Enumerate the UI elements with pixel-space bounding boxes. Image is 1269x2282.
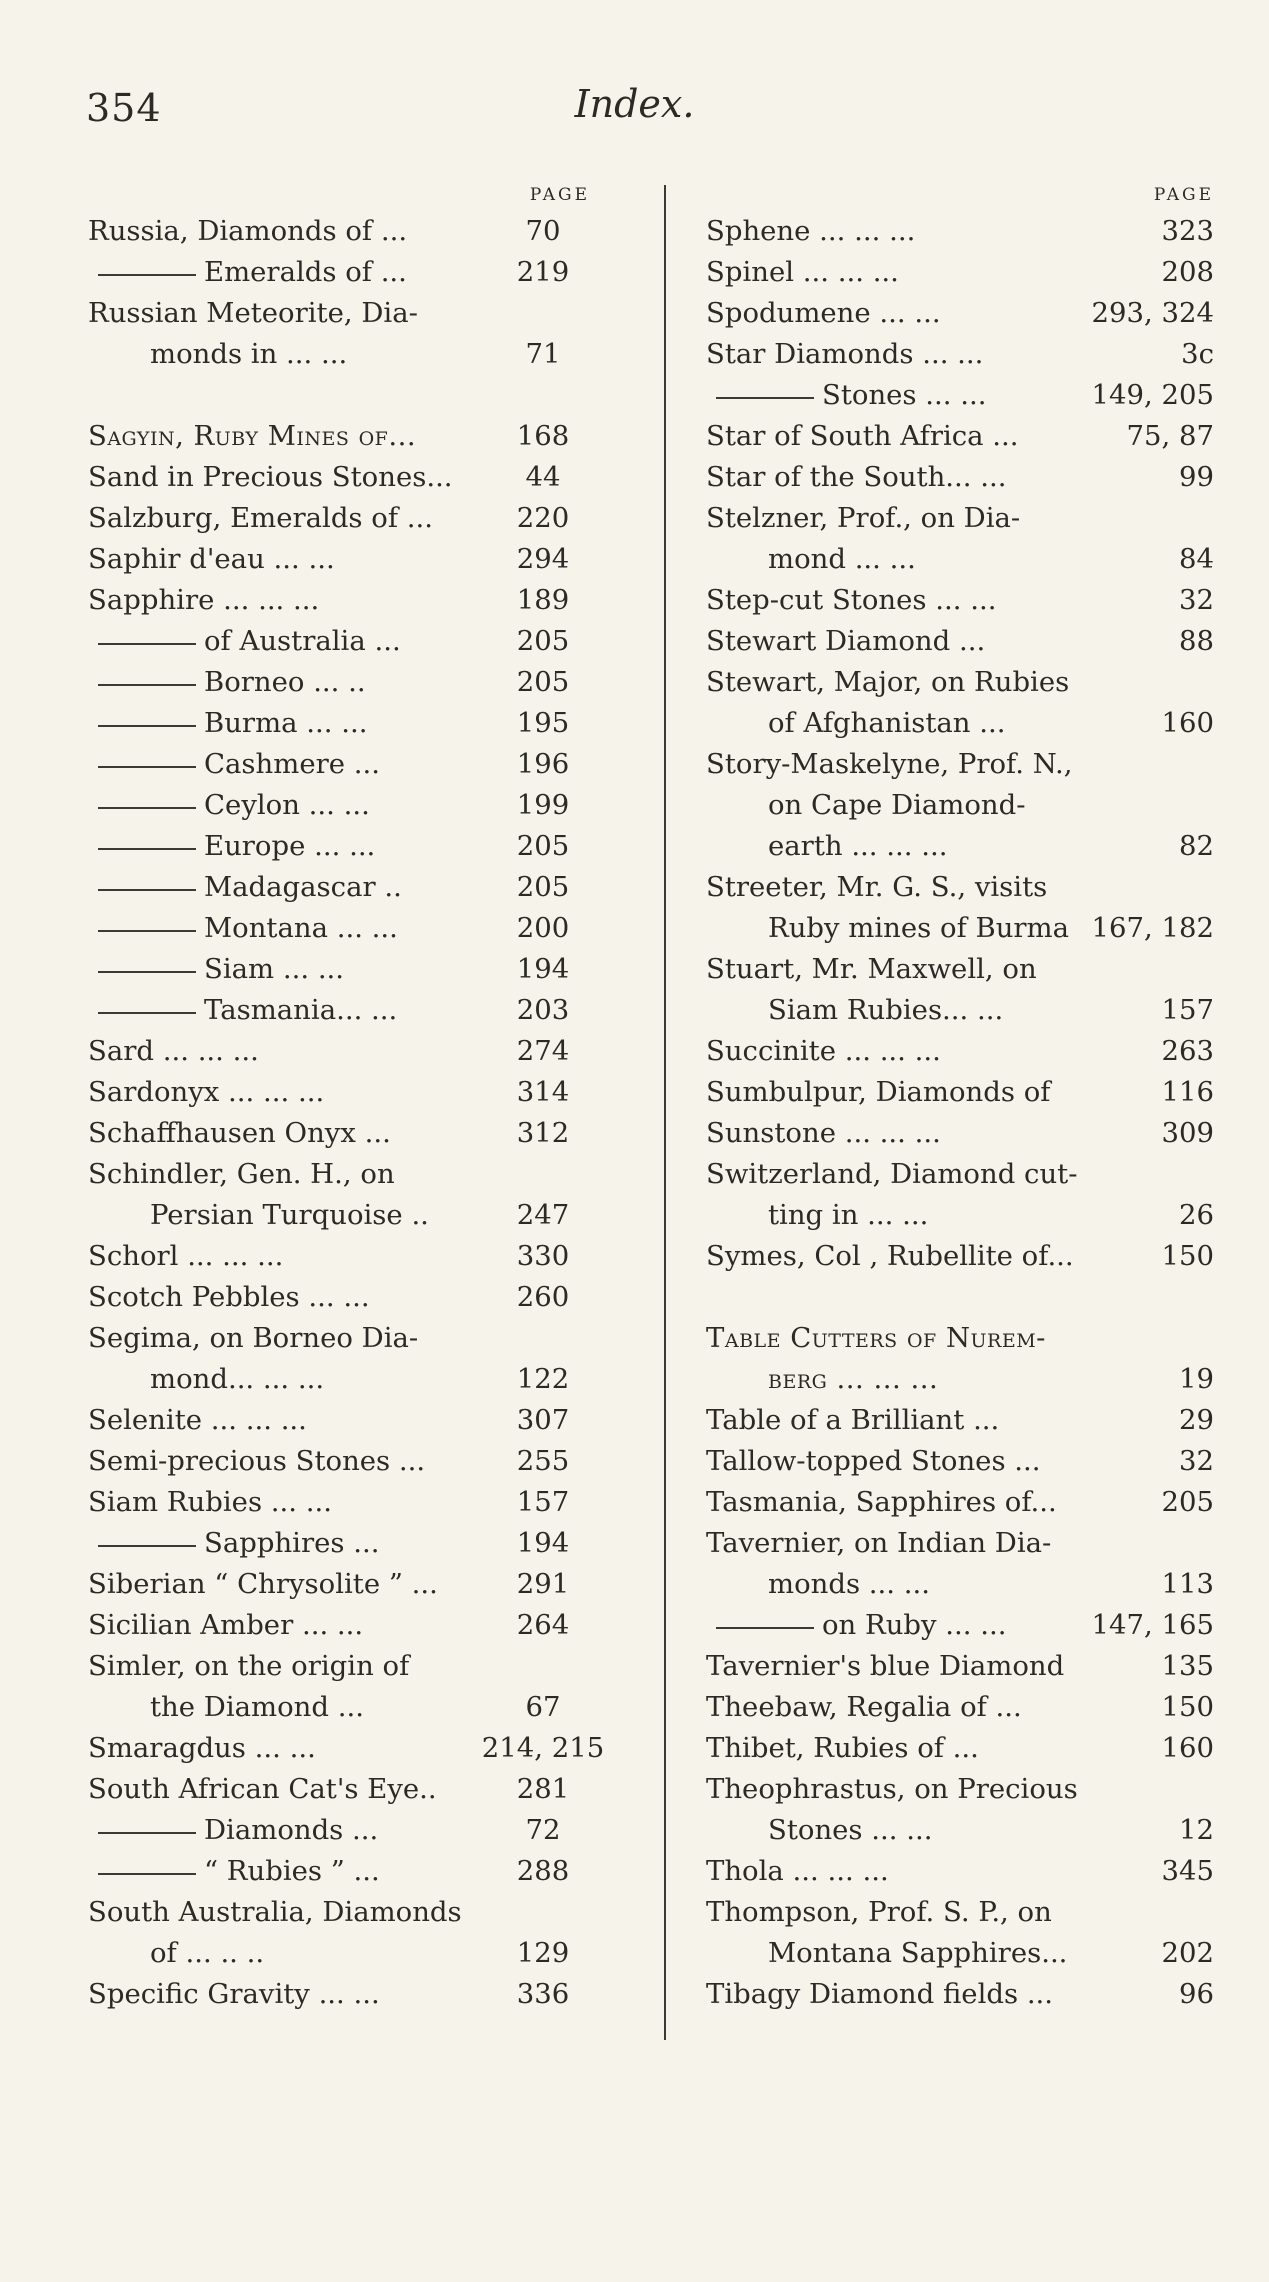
index-entry: [706, 621, 1214, 662]
entry-page: 219: [516, 256, 570, 288]
entry-text: Borneo ... ..: [204, 666, 366, 698]
entry-text: Siam ... ...: [204, 953, 345, 985]
entry-page: 263: [1161, 1035, 1214, 1067]
entry-page: 309: [1161, 1117, 1214, 1149]
entry-text: Tavernier's blue Diamond: [706, 1650, 1065, 1682]
index-entry: [88, 252, 608, 293]
index-entry: [706, 580, 1214, 621]
entry-page: 147, 165: [1091, 1609, 1214, 1641]
index-entry: [88, 867, 608, 908]
index-entry: [88, 457, 608, 498]
page-column-label: PAGE: [529, 185, 590, 205]
index-entry: [88, 1482, 608, 1523]
entry-text: Scotch Pebbles ... ...: [88, 1281, 370, 1313]
ditto-rule: [98, 766, 196, 768]
entry-text: Schaffhausen Onyx ...: [88, 1117, 391, 1149]
entry-text: Siberian “ Chrysolite ” ...: [88, 1568, 438, 1600]
index-entry: [88, 1728, 608, 1769]
index-entry: [88, 1974, 608, 2015]
index-entry: [88, 1810, 608, 1851]
index-entry: [88, 1277, 608, 1318]
entry-page: 205: [516, 871, 570, 903]
index-entry: [706, 1605, 1214, 1646]
index-entry: [706, 1482, 1214, 1523]
index-entry: [88, 703, 608, 744]
entry-text: Tavernier, on Indian Dia-: [706, 1527, 1052, 1559]
entry-page: 135: [1161, 1650, 1214, 1682]
entry-page: 274: [516, 1035, 570, 1067]
entry-text: Table Cutters of Nurem-: [706, 1322, 1046, 1354]
ditto-rule: [98, 1832, 196, 1834]
index-spacer: [706, 1277, 1214, 1318]
entry-text: Stelzner, Prof., on Dia-: [706, 502, 1021, 534]
index-entry: [88, 416, 608, 457]
entry-page: 29: [1179, 1404, 1214, 1436]
entry-text: Star Diamonds ... ...: [706, 338, 984, 370]
entry-text: Thola ... ... ...: [706, 1855, 889, 1887]
entry-page: 160: [1161, 707, 1214, 739]
index-column-left: [88, 185, 608, 2015]
entry-page: 12: [1179, 1814, 1214, 1846]
entry-page: 330: [516, 1240, 570, 1272]
entry-text: Specific Gravity ... ...: [88, 1978, 380, 2010]
entry-page: 214, 215: [481, 1732, 605, 1764]
entry-page: 205: [516, 666, 570, 698]
index-entry: [706, 1769, 1214, 1810]
entry-text: Story-Maskelyne, Prof. N.,: [706, 748, 1073, 780]
entry-page: 200: [516, 912, 570, 944]
entry-list: [88, 211, 608, 2015]
entry-text: Tasmania... ...: [204, 994, 398, 1026]
entry-page: 307: [516, 1404, 570, 1436]
ditto-rule: [98, 807, 196, 809]
entry-page: 294: [516, 543, 570, 575]
index-entry: [88, 908, 608, 949]
index-entry: [706, 1236, 1214, 1277]
index-entry: [706, 867, 1214, 908]
index-entry: [706, 416, 1214, 457]
entry-text: Table of a Brilliant ...: [706, 1404, 1000, 1436]
index-entry: [88, 1687, 608, 1728]
entry-page: 195: [516, 707, 570, 739]
index-entry: [88, 1031, 608, 1072]
entry-text: Thibet, Rubies of ...: [706, 1732, 979, 1764]
index-entry: [88, 580, 608, 621]
index-entry: [88, 1154, 608, 1195]
entry-page: 44: [525, 461, 561, 493]
entry-text: Russian Meteorite, Dia-: [88, 297, 418, 329]
entry-text: Sand in Precious Stones...: [88, 461, 453, 493]
entry-text: Burma ... ...: [204, 707, 368, 739]
entry-text: Montana Sapphires...: [768, 1937, 1068, 1969]
entry-page: 99: [1179, 461, 1214, 493]
index-entry: [706, 744, 1214, 785]
entry-text: Theebaw, Regalia of ...: [706, 1691, 1022, 1723]
entry-text: Tasmania, Sapphires of...: [706, 1486, 1057, 1518]
entry-page: 202: [1161, 1937, 1214, 1969]
entry-text: Semi-precious Stones ...: [88, 1445, 426, 1477]
index-entry: [88, 1769, 608, 1810]
entry-text: Stewart, Major, on Rubies: [706, 666, 1070, 698]
index-entry: [88, 1359, 608, 1400]
entry-page: 291: [516, 1568, 570, 1600]
entry-text: Stuart, Mr. Maxwell, on: [706, 953, 1037, 985]
ditto-rule: [98, 971, 196, 973]
entry-text: Smaragdus ... ...: [88, 1732, 316, 1764]
index-entry: [88, 990, 608, 1031]
index-entry: [88, 1400, 608, 1441]
entry-text: Simler, on the origin of: [88, 1650, 410, 1682]
entry-list: [706, 211, 1214, 2015]
entry-page: 194: [516, 1527, 570, 1559]
entry-page: 205: [516, 625, 570, 657]
index-entry: [706, 1974, 1214, 2015]
index-entry: [88, 621, 608, 662]
entry-text: the Diamond ...: [150, 1691, 364, 1723]
entry-page: 260: [516, 1281, 570, 1313]
entry-page: 255: [516, 1445, 570, 1477]
entry-text: Streeter, Mr. G. S., visits: [706, 871, 1048, 903]
entry-text: Saphir d'eau ... ...: [88, 543, 335, 575]
entry-page: 196: [516, 748, 570, 780]
entry-page: 168: [516, 420, 570, 452]
entry-page: 72: [525, 1814, 561, 1846]
index-entry: [706, 990, 1214, 1031]
index-entry: [88, 334, 608, 375]
index-entry: [88, 1851, 608, 1892]
index-entry: [706, 1154, 1214, 1195]
entry-text: Emeralds of ...: [204, 256, 407, 288]
entry-text: Tibagy Diamond fields ...: [706, 1978, 1054, 2010]
entry-text: earth ... ... ...: [768, 830, 948, 862]
entry-text: South African Cat's Eye..: [88, 1773, 437, 1805]
entry-page: 96: [1179, 1978, 1214, 2010]
ditto-rule: [98, 848, 196, 850]
entry-page: 67: [525, 1691, 561, 1723]
index-entry: [706, 252, 1214, 293]
index-entry: [706, 1892, 1214, 1933]
entry-text: Tallow-topped Stones ...: [706, 1445, 1041, 1477]
column-divider: [664, 185, 666, 2040]
entry-text: South Australia, Diamonds: [88, 1896, 462, 1928]
index-entry: [706, 498, 1214, 539]
entry-page: 199: [516, 789, 570, 821]
entry-text: Salzburg, Emeralds of ...: [88, 502, 433, 534]
index-entry: [706, 1728, 1214, 1769]
index-entry: [88, 1564, 608, 1605]
entry-page: 312: [516, 1117, 570, 1149]
entry-page: 157: [516, 1486, 570, 1518]
index-entry: [88, 949, 608, 990]
entry-text: mond... ... ...: [150, 1363, 325, 1395]
entry-text: Ceylon ... ...: [204, 789, 370, 821]
entry-text: Star of the South... ...: [706, 461, 1007, 493]
entry-text: Step-cut Stones ... ...: [706, 584, 997, 616]
entry-text: Segima, on Borneo Dia-: [88, 1322, 419, 1354]
index-entry: [706, 949, 1214, 990]
entry-text: Switzerland, Diamond cut-: [706, 1158, 1078, 1190]
entry-text: on Ruby ... ...: [822, 1609, 1007, 1641]
index-column-right: [706, 185, 1214, 2015]
entry-text: Sicilian Amber ... ...: [88, 1609, 364, 1641]
index-entry: [88, 1318, 608, 1359]
ditto-rule: [716, 397, 814, 399]
entry-text: Madagascar ..: [204, 871, 402, 903]
index-entry: [88, 293, 608, 334]
entry-page: 264: [516, 1609, 570, 1641]
entry-text: Sumbulpur, Diamonds of: [706, 1076, 1051, 1108]
index-entry: [88, 1933, 608, 1974]
entry-page: 160: [1161, 1732, 1214, 1764]
entry-page: 293, 324: [1091, 297, 1214, 329]
entry-page: 32: [1179, 1445, 1214, 1477]
entry-page: 220: [516, 502, 570, 534]
index-entry: [706, 1564, 1214, 1605]
index-entry: [706, 1933, 1214, 1974]
entry-page: 116: [1161, 1076, 1214, 1108]
ditto-rule: [98, 1545, 196, 1547]
entry-text: Diamonds ...: [204, 1814, 379, 1846]
index-entry: [706, 703, 1214, 744]
entry-text: Spinel ... ... ...: [706, 256, 899, 288]
entry-text: Selenite ... ... ...: [88, 1404, 307, 1436]
index-entry: [706, 1810, 1214, 1851]
entry-page: 113: [1161, 1568, 1214, 1600]
index-entry: [88, 1113, 608, 1154]
entry-page: 247: [516, 1199, 570, 1231]
ditto-rule: [98, 684, 196, 686]
ditto-rule: [716, 1627, 814, 1629]
entry-page: 157: [1161, 994, 1214, 1026]
entry-page: 150: [1161, 1691, 1214, 1723]
index-entry: [706, 1113, 1214, 1154]
index-entry: [88, 662, 608, 703]
entry-page: 149, 205: [1091, 379, 1214, 411]
entry-text: of ... .. ..: [150, 1937, 265, 1969]
index-entry: [706, 1687, 1214, 1728]
index-entry: [706, 826, 1214, 867]
index-entry: [88, 1236, 608, 1277]
page-number: 354: [86, 86, 162, 130]
entry-text: Succinite ... ... ...: [706, 1035, 941, 1067]
index-entry: [706, 1072, 1214, 1113]
index-entry: [88, 1195, 608, 1236]
ditto-rule: [98, 930, 196, 932]
index-entry: [88, 211, 608, 252]
entry-text: Stewart Diamond ...: [706, 625, 986, 657]
ditto-rule: [98, 643, 196, 645]
entry-page: 167, 182: [1091, 912, 1214, 944]
entry-text: Europe ... ...: [204, 830, 376, 862]
entry-text: “ Rubies ” ...: [204, 1855, 380, 1887]
entry-page: 203: [516, 994, 570, 1026]
entry-page: 288: [516, 1855, 570, 1887]
entry-text: of Australia ...: [204, 625, 401, 657]
entry-text: Schorl ... ... ...: [88, 1240, 284, 1272]
entry-text: of Afghanistan ...: [768, 707, 1006, 739]
running-head: Index.: [574, 82, 695, 126]
entry-text: Spodumene ... ...: [706, 297, 941, 329]
index-entry: [706, 785, 1214, 826]
index-entry: [706, 1441, 1214, 1482]
index-entry: [88, 1892, 608, 1933]
entry-text: Symes, Col , Rubellite of...: [706, 1240, 1074, 1272]
entry-text: on Cape Diamond-: [768, 789, 1026, 821]
entry-page: 122: [516, 1363, 570, 1395]
entry-page: 26: [1179, 1199, 1214, 1231]
index-entry: [706, 539, 1214, 580]
entry-page: 208: [1161, 256, 1214, 288]
index-entry: [88, 785, 608, 826]
index-entry: [88, 826, 608, 867]
entry-text: Ruby mines of Burma: [768, 912, 1070, 944]
entry-page: 336: [516, 1978, 570, 2010]
entry-text: mond ... ...: [768, 543, 916, 575]
entry-text: Sard ... ... ...: [88, 1035, 259, 1067]
entry-text: Russia, Diamonds of ...: [88, 215, 408, 247]
ditto-rule: [98, 725, 196, 727]
entry-page: 32: [1179, 584, 1214, 616]
index-entry: [706, 1851, 1214, 1892]
index-entry: [706, 1195, 1214, 1236]
index-entry: [706, 908, 1214, 949]
entry-page: 3c: [1181, 338, 1214, 370]
entry-text: Sagyin, Ruby Mines of...: [88, 420, 417, 452]
entry-text: Thompson, Prof. S. P., on: [706, 1896, 1052, 1928]
entry-text: Sardonyx ... ... ...: [88, 1076, 325, 1108]
page-column-label: PAGE: [1153, 185, 1214, 205]
ditto-rule: [98, 1873, 196, 1875]
index-entry: [706, 375, 1214, 416]
index-entry: [706, 1523, 1214, 1564]
entry-page: 75, 87: [1126, 420, 1214, 452]
index-entry: [88, 1523, 608, 1564]
index-entry: [706, 1031, 1214, 1072]
ditto-rule: [98, 1012, 196, 1014]
entry-text: Montana ... ...: [204, 912, 398, 944]
entry-text: Star of South Africa ...: [706, 420, 1019, 452]
entry-page: 84: [1179, 543, 1214, 575]
index-entry: [88, 744, 608, 785]
entry-page: 88: [1179, 625, 1214, 657]
entry-page: 281: [516, 1773, 570, 1805]
entry-page: 189: [516, 584, 570, 616]
entry-page: 70: [525, 215, 561, 247]
index-entry: [706, 334, 1214, 375]
entry-text: Schindler, Gen. H., on: [88, 1158, 395, 1190]
index-entry: [88, 1605, 608, 1646]
index-entry: [706, 293, 1214, 334]
index-entry: [706, 1318, 1214, 1359]
entry-page: 150: [1161, 1240, 1214, 1272]
entry-text: berg ... ... ...: [768, 1363, 939, 1395]
entry-page: 205: [516, 830, 570, 862]
index-entry: [88, 1072, 608, 1113]
entry-text: Theophrastus, on Precious: [706, 1773, 1078, 1805]
entry-text: monds in ... ...: [150, 338, 348, 370]
entry-text: ting in ... ...: [768, 1199, 929, 1231]
index-entry: [706, 662, 1214, 703]
entry-text: Sphene ... ... ...: [706, 215, 916, 247]
entry-text: Siam Rubies ... ...: [88, 1486, 332, 1518]
entry-text: Stones ... ...: [822, 379, 987, 411]
index-spacer: [88, 375, 608, 416]
index-entry: [88, 1441, 608, 1482]
entry-page: 194: [516, 953, 570, 985]
index-entry: [706, 1400, 1214, 1441]
entry-page: 71: [525, 338, 561, 370]
index-entry: [706, 1646, 1214, 1687]
index-entry: [88, 539, 608, 580]
entry-text: Siam Rubies... ...: [768, 994, 1004, 1026]
entry-text: Sapphires ...: [204, 1527, 380, 1559]
entry-page: 19: [1179, 1363, 1214, 1395]
index-entry: [706, 457, 1214, 498]
entry-text: Sapphire ... ... ...: [88, 584, 320, 616]
entry-text: Stones ... ...: [768, 1814, 933, 1846]
ditto-rule: [98, 274, 196, 276]
index-entry: [706, 211, 1214, 252]
entry-page: 345: [1161, 1855, 1214, 1887]
entry-page: 82: [1179, 830, 1214, 862]
index-entry: [88, 1646, 608, 1687]
index-entry: [88, 498, 608, 539]
entry-page: 314: [516, 1076, 570, 1108]
index-entry: [706, 1359, 1214, 1400]
entry-page: 205: [1161, 1486, 1214, 1518]
entry-text: monds ... ...: [768, 1568, 930, 1600]
entry-text: Cashmere ...: [204, 748, 380, 780]
ditto-rule: [98, 889, 196, 891]
entry-text: Sunstone ... ... ...: [706, 1117, 941, 1149]
entry-page: 323: [1161, 215, 1214, 247]
entry-page: 129: [516, 1937, 570, 1969]
entry-text: Persian Turquoise ..: [150, 1199, 429, 1231]
